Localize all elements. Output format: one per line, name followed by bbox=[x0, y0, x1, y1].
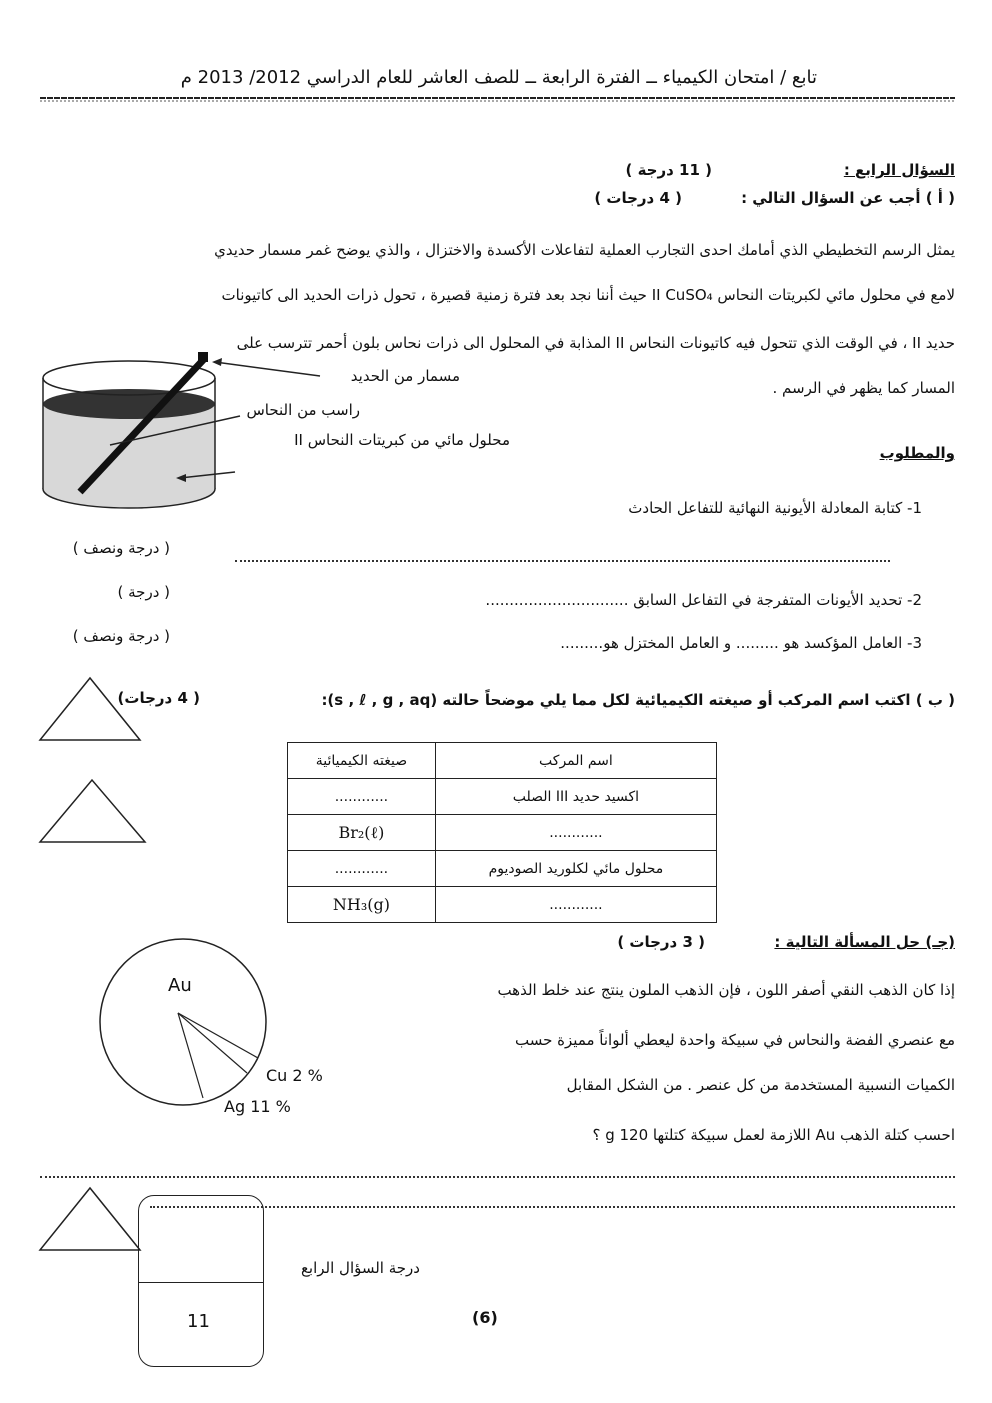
table-row bbox=[288, 887, 717, 923]
pie-label-au: Au bbox=[168, 975, 192, 996]
label-precipitate: راسب من النحاس bbox=[246, 401, 360, 419]
answer-line[interactable] bbox=[235, 560, 890, 562]
question-title: السؤال الرابع : bbox=[843, 161, 955, 179]
compounds-table bbox=[287, 742, 717, 923]
required-heading: والمطلوب bbox=[879, 444, 955, 462]
item-3: 3- العامل المؤكسد هو ......... و العامل المختزل هو......... bbox=[560, 634, 922, 652]
table-cell: NH₃(g) bbox=[288, 887, 436, 923]
beaker-diagram bbox=[43, 352, 320, 508]
answer-line[interactable] bbox=[40, 1176, 955, 1178]
answer-line[interactable] bbox=[150, 1206, 955, 1208]
table-cell[interactable]: ............ bbox=[288, 779, 436, 815]
column-header: صيغته الكيميائية bbox=[288, 743, 436, 779]
header-title: تابع / امتحان الكيمياء ــ الفترة الرابعة ــ للصف العاشر للعام الدراسي 2012/ 2013 م bbox=[180, 67, 817, 88]
item-1: 1- كتابة المعادلة الأيونية النهائية للتفاعل الحادث bbox=[628, 499, 922, 517]
pie-label-ag: Ag 11 % bbox=[224, 1097, 291, 1116]
column-header: اسم المركب bbox=[435, 743, 716, 779]
grade-triangle bbox=[40, 780, 145, 842]
pie-chart bbox=[100, 939, 266, 1105]
pie-slice-edge bbox=[178, 1013, 258, 1058]
paragraph-line: حديد II ، في الوقت الذي تتحول فيه كاتيونات النحاس II المذابة في المحلول الى ذرات نحاس بلون أحمر تترسب على bbox=[236, 334, 955, 352]
table-cell[interactable]: ............ bbox=[435, 815, 716, 851]
paragraph-line: مع عنصري الفضة والنحاس في سبيكة واحدة ليعطي ألواناً مميزة حسب bbox=[515, 1031, 955, 1049]
item-2: 2- تحديد الأيونات المتفرجة في التفاعل السابق .............................. bbox=[485, 591, 922, 609]
grade-box-label: درجة السؤال الرابع bbox=[300, 1259, 420, 1277]
table-cell: اكسيد حديد III الصلب bbox=[435, 779, 716, 815]
table-cell: Br₂(ℓ) bbox=[288, 815, 436, 851]
table-row bbox=[288, 779, 717, 815]
part-c-title: (جـ) حل المسألة التالية : bbox=[774, 933, 955, 951]
grade-box-total: 11 bbox=[187, 1311, 210, 1332]
paragraph-line: يمثل الرسم التخطيطي الذي أمامك احدى التجارب العملية لتفاعلات الأكسدة والاختزال ، والذي يوضح غمر مسمار حديدي bbox=[214, 241, 955, 259]
part-a-grade: ( 4 درجات ) bbox=[594, 189, 682, 207]
page-number: (6) bbox=[472, 1308, 498, 1327]
paragraph-line: لامع في محلول مائي لكبريتات النحاس II CuSO₄ حيث أننا نجد بعد فترة زمنية قصيرة ، تحول ذرات الحديد الى كاتيونات bbox=[221, 286, 955, 304]
grade-triangle bbox=[40, 1188, 140, 1250]
paragraph-line: المسار كما يظهر في الرسم . bbox=[772, 379, 955, 397]
table-header-row bbox=[288, 743, 717, 779]
label-nail: مسمار من الحديد bbox=[350, 367, 460, 385]
table-row bbox=[288, 815, 717, 851]
paragraph-line: الكميات النسبية المستخدمة من كل عنصر . من الشكل المقابل bbox=[566, 1076, 955, 1094]
table-cell[interactable]: ............ bbox=[435, 887, 716, 923]
pie-slice-edge bbox=[178, 1013, 203, 1098]
part-b-title: ( ب ) اكتب اسم المركب أو صيغته الكيميائية لكل مما يلي موضحاً حالته (s , ℓ , g , aq): bbox=[321, 691, 955, 709]
paragraph-line: احسب كتلة الذهب Au اللازمة لعمل سبيكة كتلتها 120 g ؟ bbox=[592, 1126, 955, 1144]
table-row bbox=[288, 851, 717, 887]
table-cell: محلول مائي لكلوريد الصوديوم bbox=[435, 851, 716, 887]
item-2-grade: ( درجة ) bbox=[117, 583, 170, 601]
paragraph-line: إذا كان الذهب النقي أصفر اللون ، فإن الذهب الملون ينتج عند خلط الذهب bbox=[497, 981, 955, 999]
pie-label-cu: Cu 2 % bbox=[266, 1066, 323, 1085]
grade-box bbox=[138, 1195, 264, 1367]
label-solution: محلول مائي من كبريتات النحاس II bbox=[294, 431, 510, 449]
item-1-grade: ( درجة ونصف ) bbox=[72, 539, 170, 557]
pie-slice-edge bbox=[178, 1013, 247, 1073]
item-3-grade: ( درجة ونصف ) bbox=[72, 627, 170, 645]
question-total-grade: ( 11 درجة ) bbox=[625, 161, 712, 179]
table-cell[interactable]: ............ bbox=[288, 851, 436, 887]
part-c-grade: ( 3 درجات ) bbox=[617, 933, 705, 951]
part-b-grade: ( 4 درجات) bbox=[117, 689, 200, 707]
part-a-title: ( أ ) أجب عن السؤال التالي : bbox=[741, 189, 955, 207]
